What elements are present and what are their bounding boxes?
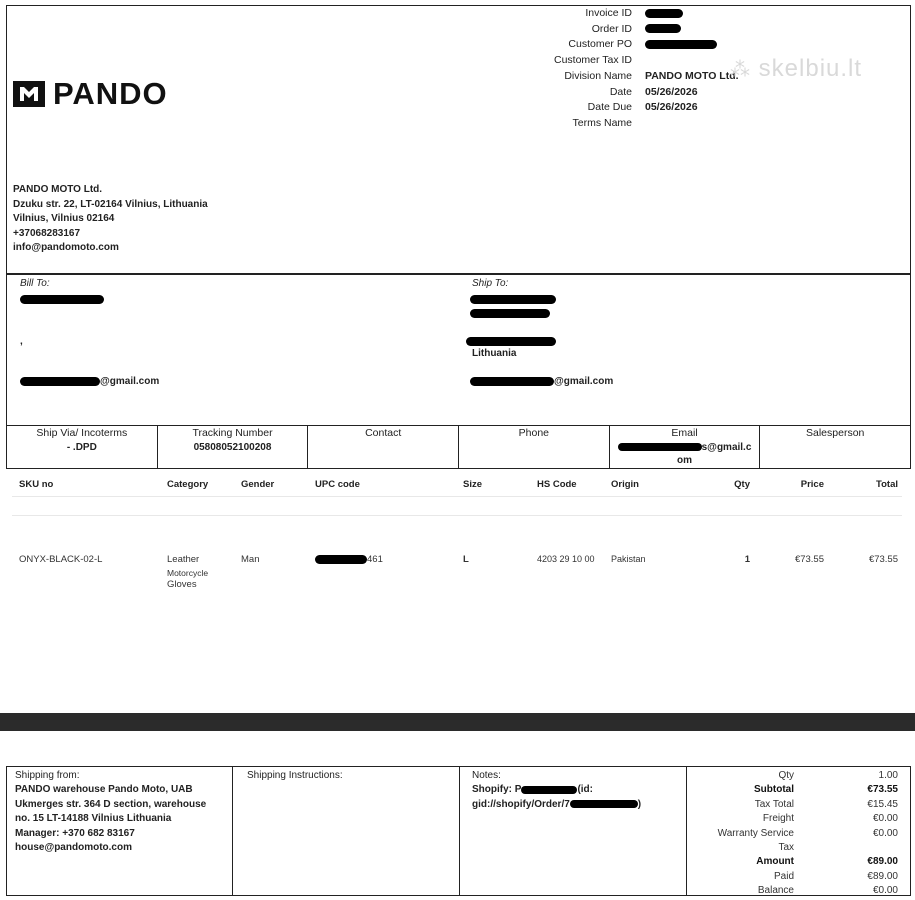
totals-label: Amount (756, 856, 794, 868)
ship-to-street-redacted (470, 308, 550, 319)
company-address-block (13, 183, 208, 256)
col-sku: SKU no (19, 479, 54, 490)
table-divider (12, 496, 902, 497)
shipping-from-line: Manager: +370 682 83167 (15, 827, 135, 839)
totals-row (687, 812, 898, 826)
invoice-meta-label: Terms Name (572, 116, 632, 129)
shipping-from-line: no. 15 LT-14188 Vilnius Lithuania (15, 813, 172, 825)
col-hs-code: HS Code (537, 479, 577, 490)
invoice-meta-label: Customer PO (568, 38, 632, 51)
totals-value: €0.00 (872, 885, 898, 897)
row-category: Leather Motorcycle Gloves (167, 554, 209, 590)
ship-via-value: - .DPD (66, 442, 97, 453)
email-label: Email (671, 427, 698, 439)
totals-value: €73.55 (867, 784, 898, 796)
invoice-meta-label: Date Due (587, 101, 632, 114)
notes-gid: gid://shopify/Order/7 ) (472, 798, 642, 810)
shipping-from-line: house@pandomoto.com (15, 842, 132, 854)
shipping-from-line: Ukmerges str. 364 D section, warehouse (15, 798, 207, 810)
tracking-label: Tracking Number (192, 427, 273, 439)
invoice-meta-value: 05/26/2026 (645, 101, 698, 114)
tracking-number[interactable]: 05808052100208 (193, 442, 272, 453)
salesperson-label: Salesperson (806, 427, 865, 439)
email-cell (610, 426, 761, 468)
col-size: Size (463, 479, 483, 490)
salesperson-cell (760, 426, 910, 468)
company-name: PANDO MOTO Ltd. (13, 184, 103, 195)
invoice-meta-row (520, 86, 900, 100)
invoice-meta-value (645, 7, 683, 19)
col-total: Total (876, 479, 898, 490)
totals-row (687, 884, 898, 898)
bill-to-email: @gmail.com (20, 376, 159, 387)
ship-via-label: Ship Via/ Incoterms (36, 427, 128, 439)
invoice-meta-row (520, 23, 900, 37)
totals-row (687, 798, 898, 812)
company-city: Vilnius, Vilnius 02164 (13, 213, 115, 224)
ship-to-email: @gmail.com (470, 376, 613, 387)
phone-label: Phone (518, 427, 550, 439)
notes-section (460, 767, 687, 895)
bill-to-comma: , (20, 336, 23, 347)
ship-to-city-redacted (466, 336, 556, 347)
invoice-meta-value (645, 23, 681, 35)
invoice-meta-value (645, 38, 717, 50)
row-hs-code: 4203 29 10 00 (537, 554, 595, 564)
col-origin: Origin (611, 479, 639, 490)
company-address: Dzuku str. 22, LT-02164 Vilnius, Lithuania (13, 198, 208, 210)
watermark: ⁂ skelbiu.lt (730, 55, 863, 82)
invoice-meta-value: 05/26/2026 (645, 85, 698, 98)
totals-value: €0.00 (872, 813, 898, 825)
row-size: L (463, 554, 469, 565)
phone-cell (459, 426, 610, 468)
table-divider (12, 515, 902, 516)
row-price: €73.55 (794, 554, 824, 565)
col-gender: Gender (241, 479, 275, 490)
invoice-meta-row (520, 38, 900, 52)
shipping-instructions-label: Shipping Instructions: (247, 770, 343, 781)
totals-value: €89.00 (867, 856, 898, 868)
shipping-from-section (7, 767, 233, 895)
row-gender: Man (241, 554, 260, 565)
totals-label: Warranty Service (717, 827, 794, 839)
row-qty: 1 (744, 554, 750, 565)
ship-to-country: Lithuania (472, 348, 517, 359)
address-section (6, 275, 911, 425)
totals-label: Freight (762, 813, 794, 825)
shipping-from-label: Shipping from: (15, 770, 80, 781)
pando-logo (13, 78, 168, 110)
row-total: €73.55 (868, 554, 898, 565)
shipping-from-line: PANDO warehouse Pando Moto, UAB (15, 784, 193, 796)
totals-row (687, 841, 898, 855)
totals-row (687, 855, 898, 869)
totals-value: 1.00 (878, 770, 898, 781)
col-qty: Qty (734, 479, 750, 490)
invoice-meta-label: Date (609, 85, 632, 98)
totals-value: €15.45 (867, 798, 898, 810)
totals-label: Tax Total (754, 798, 794, 810)
totals-label: Qty (778, 770, 794, 781)
invoice-meta-label: Division Name (564, 69, 632, 82)
invoice-meta-row (520, 117, 900, 131)
totals-value: €89.00 (867, 870, 898, 882)
tracking-cell (158, 426, 309, 468)
totals-list (687, 769, 898, 899)
totals-value (794, 841, 898, 855)
watermark-icon: ⁂ (730, 59, 751, 81)
totals-row (687, 827, 898, 841)
totals-section (687, 767, 910, 895)
ship-to-title: Ship To: (472, 278, 509, 289)
email-value: s@gmail.c om (610, 441, 760, 467)
shipping-info-row (6, 425, 911, 469)
bill-to-title: Bill To: (20, 278, 50, 289)
invoice-meta-value: PANDO MOTO Ltd. (645, 69, 739, 82)
pando-logo-icon (13, 81, 45, 107)
company-phone: +37068283167 (13, 227, 81, 239)
invoice-meta-row (520, 7, 900, 21)
totals-row (687, 870, 898, 884)
totals-value: €0.00 (872, 827, 898, 839)
row-upc: 461 (315, 554, 383, 565)
col-price: Price (800, 479, 824, 490)
invoice-meta-label: Customer Tax ID (554, 54, 632, 67)
notes-label: Notes: (472, 770, 501, 781)
ship-via-cell (7, 426, 158, 468)
notes-shopify: Shopify: P (id: (472, 784, 593, 796)
invoice-meta-label: Invoice ID (585, 7, 632, 19)
page-break-bar (0, 713, 915, 731)
contact-cell (308, 426, 459, 468)
totals-row (687, 769, 898, 783)
totals-label: Paid (773, 870, 794, 882)
row-origin: Pakistan (611, 554, 646, 564)
bill-to-name-redacted (20, 294, 104, 305)
ship-to-name-redacted (470, 294, 556, 305)
totals-label: Subtotal (754, 784, 794, 796)
invoice-meta-row (520, 101, 900, 115)
logo-text: PANDO (53, 76, 168, 111)
totals-row (687, 783, 898, 797)
totals-label: Balance (757, 885, 794, 897)
totals-label: Tax (778, 841, 794, 853)
col-upc: UPC code (315, 479, 360, 490)
invoice-meta-label: Order ID (591, 22, 632, 35)
row-sku: ONYX-BLACK-02-L (19, 554, 103, 565)
shipping-instructions-section (233, 767, 460, 895)
invoice-footer (6, 766, 911, 896)
company-email: info@pandomoto.com (13, 242, 119, 253)
col-category: Category (167, 479, 209, 490)
contact-label: Contact (365, 427, 402, 439)
